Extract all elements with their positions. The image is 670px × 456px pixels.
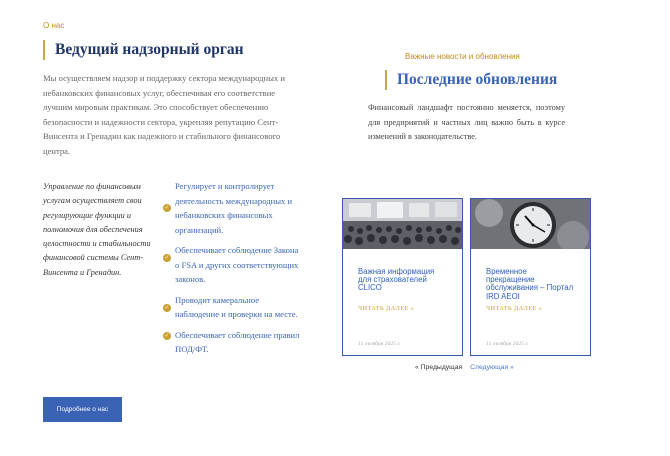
about-section-tag: О нас — [43, 21, 65, 30]
functions-list — [163, 179, 303, 363]
mandate-text: Управление по финансовым услугам осуществляет свои регулирующие функции и полномочия для обеспечения целостности и стабильности финансовой системы Сент-Винсента и Гренадин. — [43, 182, 151, 277]
about-title: Ведущий надзорный орган — [43, 40, 244, 60]
check-icon: ✓ — [164, 204, 170, 211]
news-card-title[interactable]: Важная информация для страхователей CLICO — [358, 267, 435, 293]
conference-image[interactable] — [343, 199, 462, 249]
function-item-text: Проводит камеральное наблюдение и проверки на месте. — [175, 294, 298, 319]
news-card-title[interactable]: Временное прекращение обслуживания – Портал IRD AEOI — [486, 267, 574, 301]
function-item — [163, 328, 303, 357]
news-title: Последние обновления — [385, 70, 557, 90]
check-icon: ✓ — [164, 331, 170, 339]
read-more-link[interactable]: ЧИТАТЬ ДАЛЕЕ » — [358, 305, 415, 312]
read-more-link[interactable]: ЧИТАТЬ ДАЛЕЕ » — [486, 305, 543, 312]
news-description: Финансовый ландшафт постоянно меняется, поэтому для предприятий и частных лиц важно быть в курсе изменений в законодательстве. — [368, 103, 565, 142]
previous-link[interactable]: « Предыдущая — [415, 364, 463, 371]
check-icon: ✓ — [164, 303, 170, 311]
next-link[interactable]: Следующая » — [470, 364, 514, 371]
clock-image[interactable] — [471, 199, 590, 249]
function-item — [163, 179, 303, 237]
function-item-text: Регулирует и контролирует деятельность международных и небанковских финансовых организаций. — [175, 181, 293, 235]
function-item — [163, 293, 303, 322]
about-us-button[interactable]: Подробнее о нас — [43, 397, 122, 422]
function-item-text: Обеспечивает соблюдение правил ПОД/ФТ. — [175, 329, 300, 354]
function-item-text: Обеспечивает соблюдение Закона о FSA и других соответствующих законов. — [175, 245, 299, 284]
news-card-date: 11 октября 2025 г. — [486, 341, 529, 347]
news-pagination — [415, 364, 514, 371]
news-card[interactable] — [470, 198, 591, 356]
about-description: Мы осуществляем надзор и поддержку сектора международных и небанковских финансовых услуг, обеспечивая его соответствие лучшим мировым практикам. Это способствует обеспечению безопасности и надежности сектора, укрепляя репутацию Сент-Винсента и Гренадин как надежного и стабильного финансового центра. — [43, 73, 285, 156]
news-card[interactable] — [342, 198, 463, 356]
check-icon: ✓ — [164, 254, 170, 261]
news-section-tag: Важные новости и обновления — [405, 52, 520, 61]
function-item — [163, 243, 303, 287]
news-card-date: 11 октября 2025 г. — [358, 341, 401, 347]
